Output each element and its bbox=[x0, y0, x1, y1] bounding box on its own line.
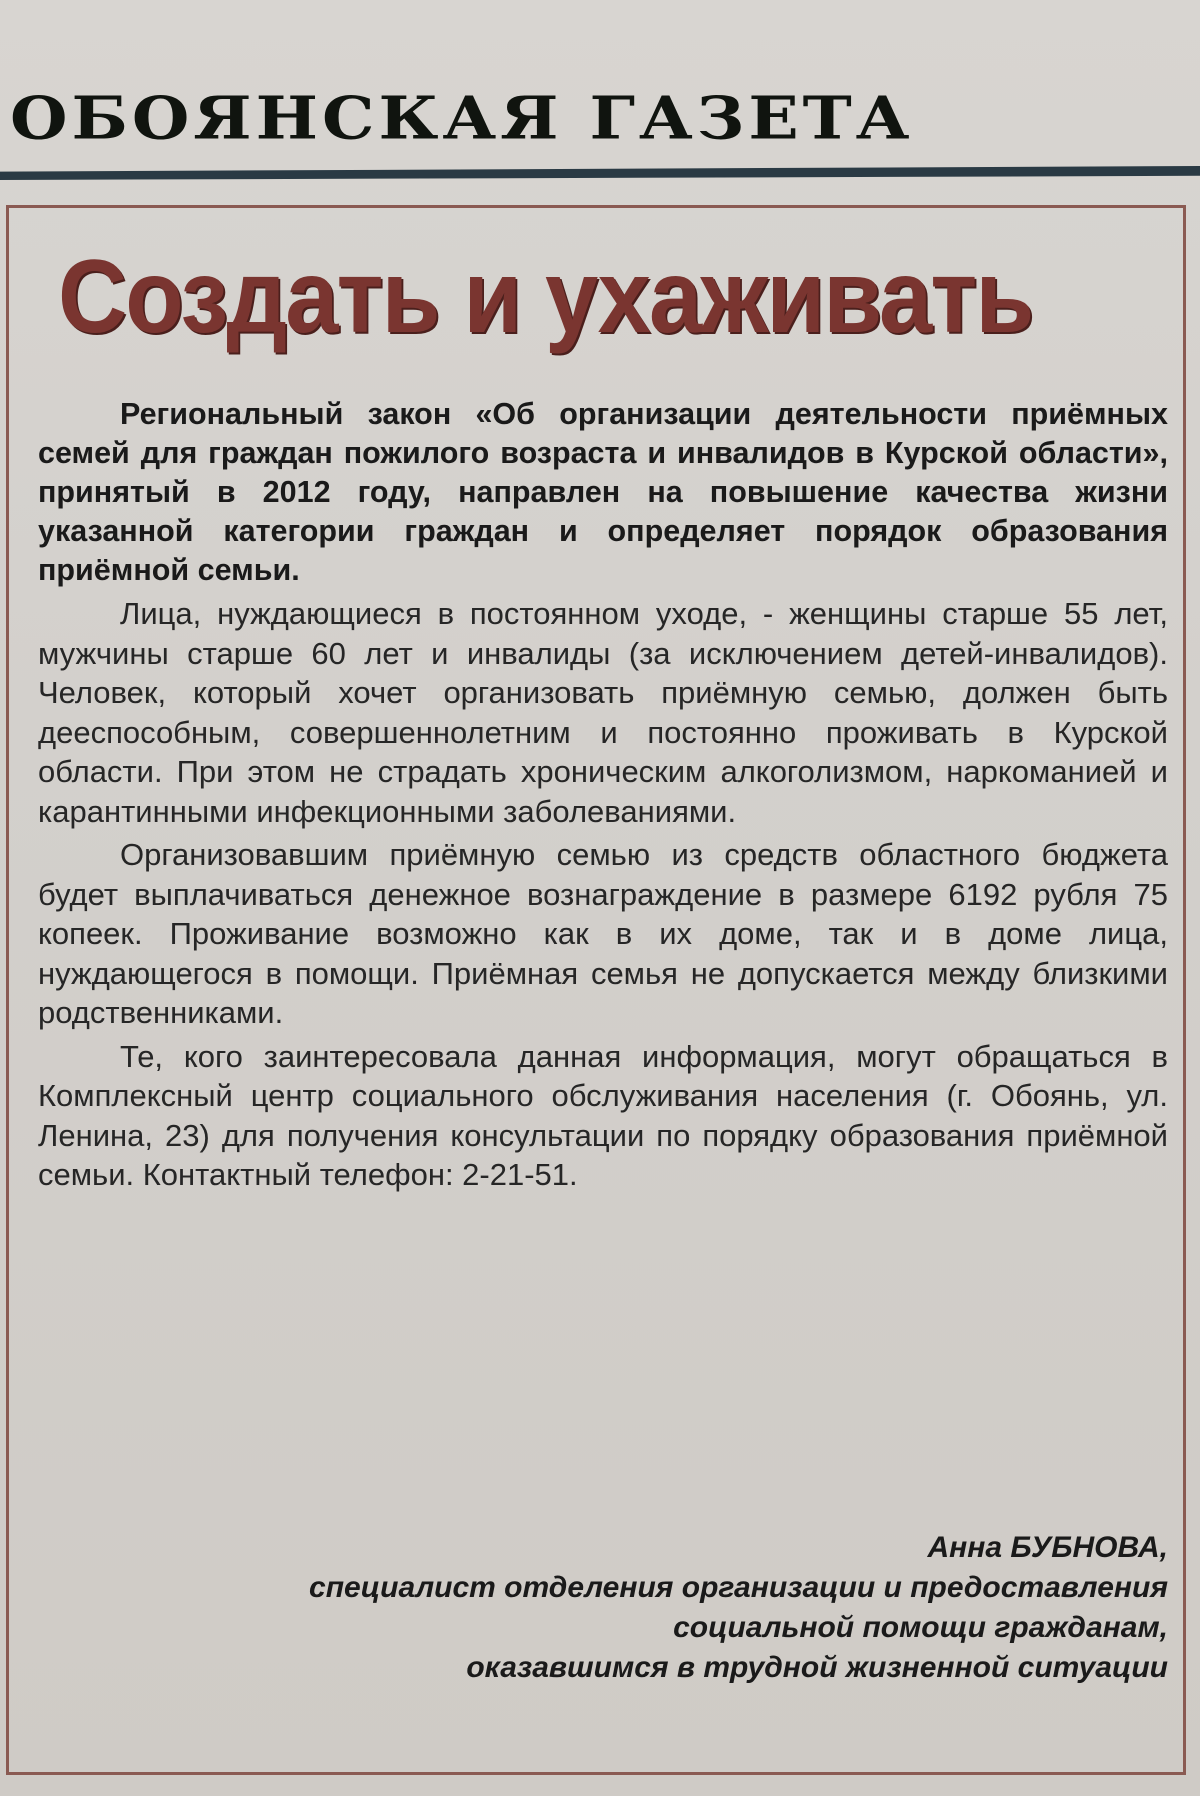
article-body bbox=[38, 395, 1168, 1199]
article-signature bbox=[38, 1528, 1168, 1688]
author-position-line: оказавшимся в трудной жизненной ситуации bbox=[466, 1651, 1168, 1684]
masthead-rule bbox=[0, 166, 1200, 180]
article-paragraph: Лица, нуждающиеся в постоянном уходе, - женщины старше 55 лет, мужчины старше 60 лет и инвалиды (за исключением детей-инвалидов). Человек, который хочет организовать приёмную семью, должен быть дееспособным, совершеннолетним и постоянно проживать в Курской области. При этом не страдать хроническим алкоголизмом, наркоманией и карантинными инфекционными заболеваниями. bbox=[38, 596, 1168, 829]
author-position-line: социальной помощи гражданам, bbox=[673, 1611, 1168, 1644]
newspaper-masthead: ОБОЯНСКАЯ ГАЗЕТА bbox=[10, 82, 914, 153]
article-lead: Региональный закон «Об организации деятельности приёмных семей для граждан пожилого возраста и инвалидов в Курской области», принятый в 2012 году, направлен на повышение качества жизни указанной категории граждан и определяет порядок образования приёмной семьи. bbox=[38, 397, 1168, 587]
author-name: Анна БУБНОВА, bbox=[927, 1531, 1168, 1564]
author-position-line: специалист отделения организации и предоставления bbox=[309, 1571, 1168, 1604]
article-paragraph: Организовавшим приёмную семью из средств областного бюджета будет выплачиваться денежное вознаграждение в размере 6192 рубля 75 копеек. Проживание возможно как в их доме, так и в доме лица, нуждающегося в помощи. Приёмная семья не допускается между близкими родственниками. bbox=[38, 837, 1168, 1030]
article-paragraph: Те, кого заинтересовала данная информация, могут обращаться в Комплексный центр социального обслуживания населения (г. Обоянь, ул. Ленина, 23) для получения консультации по порядку образования приёмной семьи. Контактный телефон: 2-21-51. bbox=[38, 1038, 1168, 1192]
article-headline: Создать и ухаживать bbox=[58, 239, 1033, 355]
